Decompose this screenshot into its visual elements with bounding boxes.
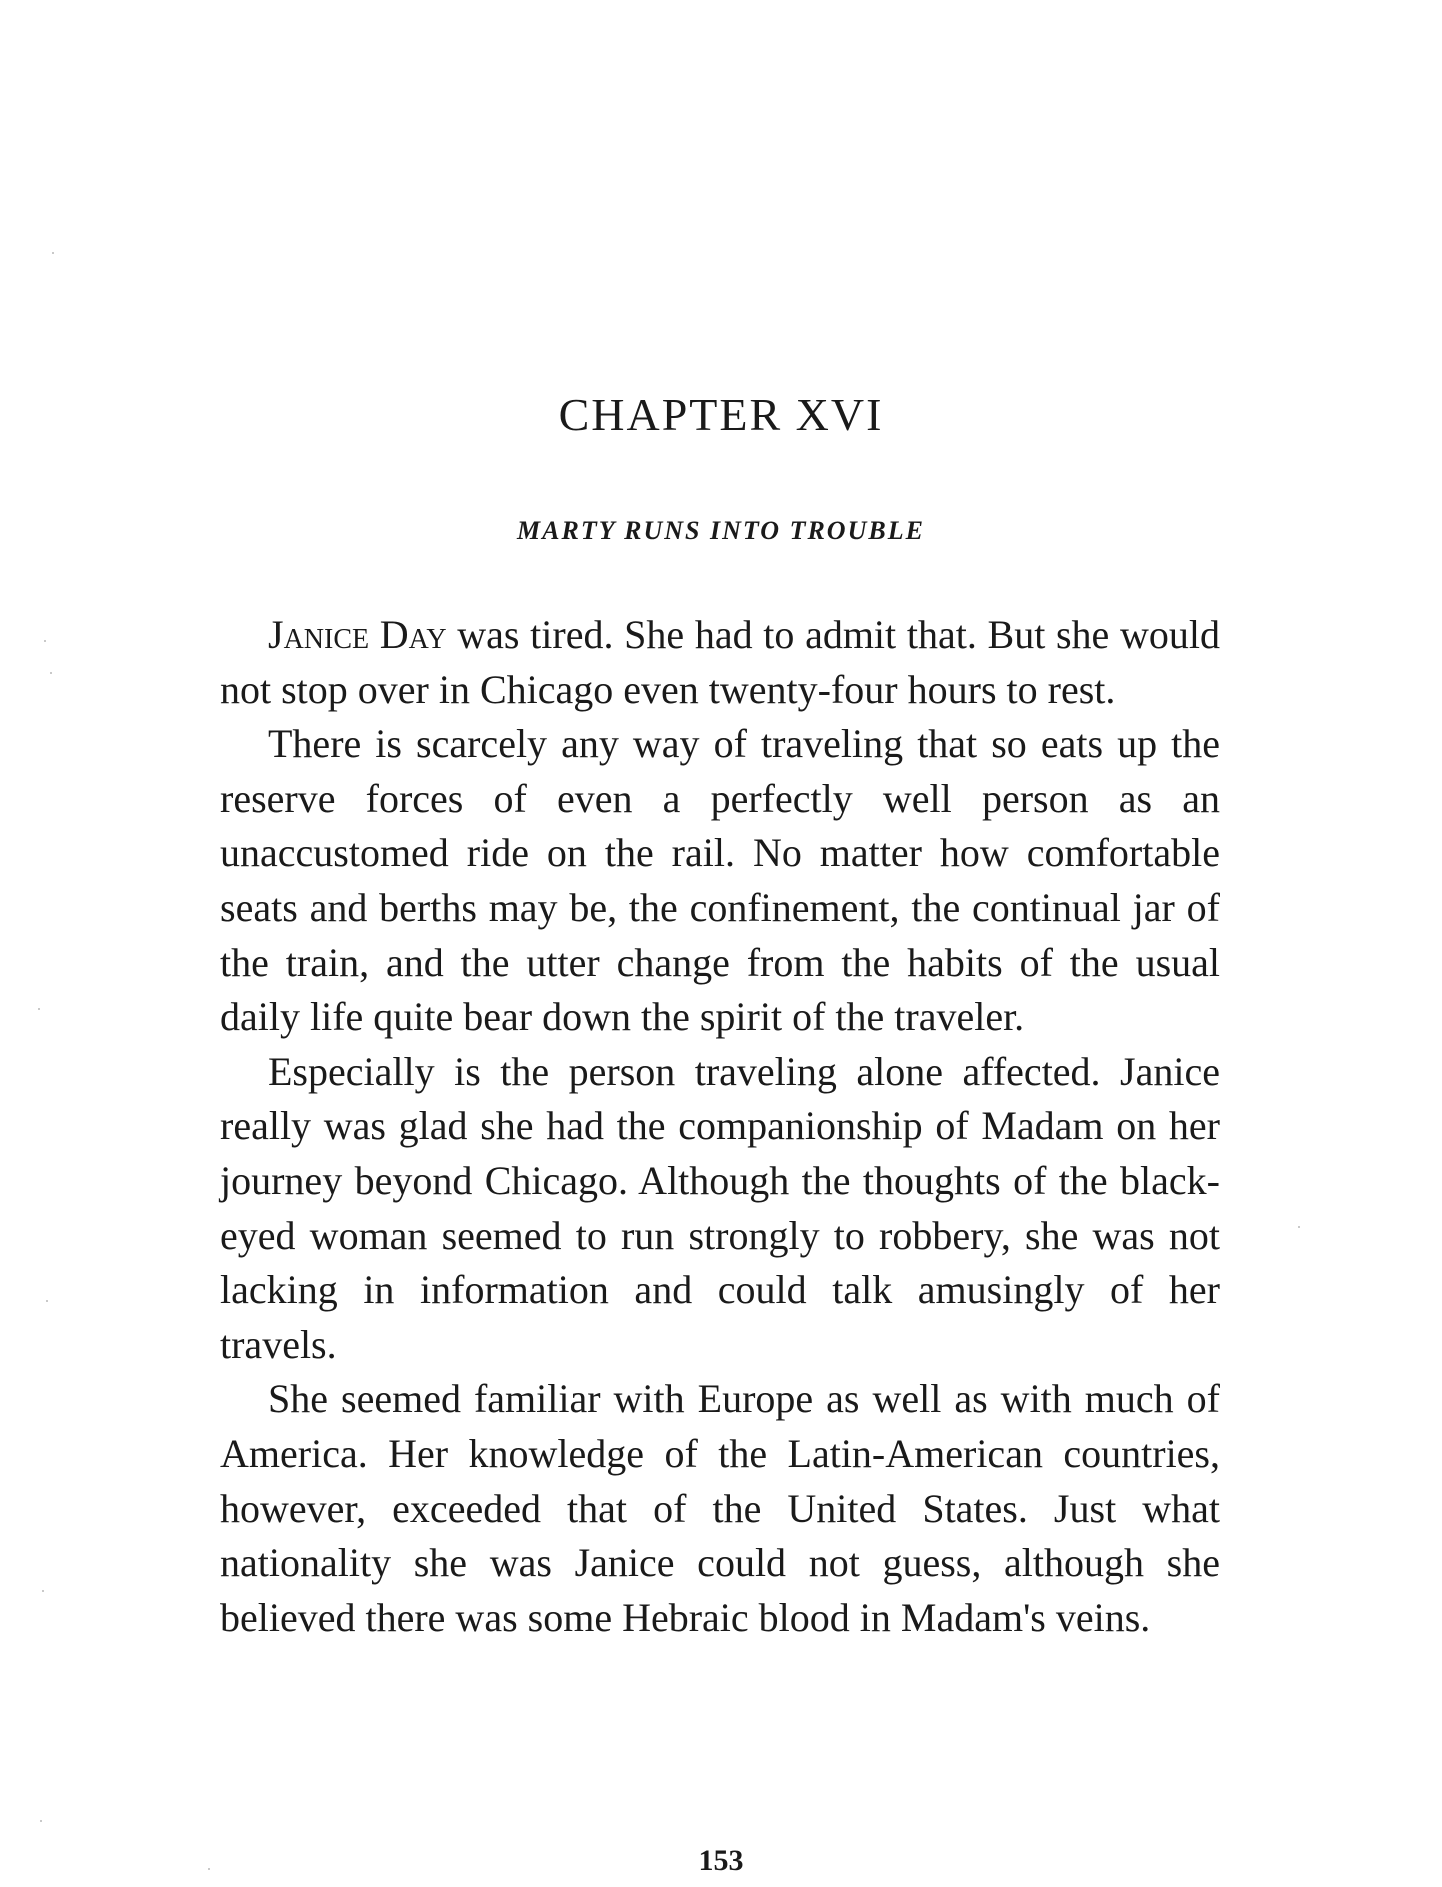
scan-speck — [208, 1868, 210, 1870]
scan-speck — [44, 640, 46, 642]
chapter-subtitle: MARTY RUNS INTO TROUBLE — [517, 516, 925, 545]
scan-speck — [50, 672, 52, 674]
scan-speck — [38, 1008, 40, 1010]
paragraph-4: She seemed familiar with Europe as well as with much of America. Her knowledge of the Latin-American countries, however, exceeded that of the United States. Just what nationality she was Janice could not guess, although she believed there was some Hebraic blood in Madam's veins. — [220, 1376, 1220, 1640]
paragraph-2: There is scarcely any way of traveling that so eats up the reserve forces of even a perfectly well person as an unaccustomed ride on the rail. No matter how comfortable seats and berths may be, the confinement, the continual jar of the train, and the utter change from the habits of the usual daily life quite bear down the spirit of the traveler. — [220, 721, 1220, 1040]
scan-speck — [42, 1590, 44, 1592]
scan-speck — [1298, 1226, 1300, 1228]
paragraph-text: was tired. She had to admit that. But she would not stop over in Chicago even twenty-four hours to rest. — [220, 612, 1220, 712]
paragraph-3: Especially is the person traveling alone affected. Janice really was glad she had the companionship of Madam on her journey beyond Chicago. Although the thoughts of the black-eyed woman seemed to run strongly to robbery, she was not lacking in information and could talk amusingly of her travels. — [220, 1048, 1220, 1367]
body-text — [220, 608, 1220, 1645]
page-number: 153 — [698, 1844, 744, 1877]
chapter-title: CHAPTER XVI — [558, 389, 884, 440]
paragraph-1 — [220, 608, 1220, 717]
scan-speck — [40, 1820, 42, 1822]
paragraph-lead: Janice Day — [268, 612, 447, 657]
scan-speck — [52, 252, 54, 254]
scan-speck — [46, 1300, 48, 1302]
